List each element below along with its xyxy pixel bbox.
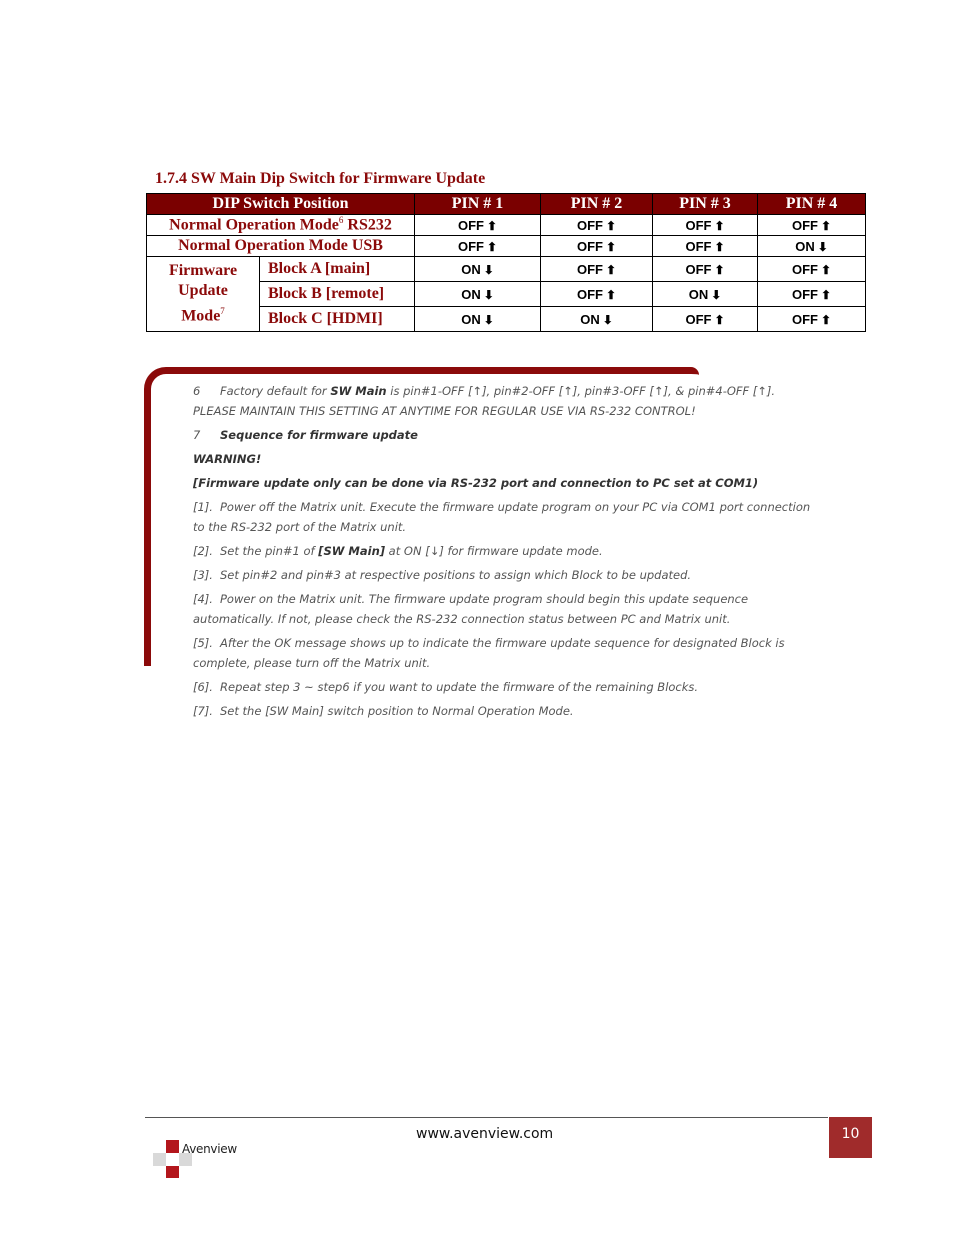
arrow-up-icon: ⬆ [605, 287, 617, 302]
step-3: [3]. Set pin#2 and pin#3 at respective positions to assign which Block to be updated. [193, 568, 692, 582]
pin-1-value [415, 282, 541, 307]
row-label-block-b: Block B [remote] [260, 282, 415, 307]
pin-4-value [758, 282, 866, 307]
arrow-up-icon: ⬆ [820, 262, 832, 277]
pin-4-value [758, 236, 866, 257]
header-pin-1: PIN # 1 [415, 194, 541, 215]
pin-state-text: OFF [576, 286, 603, 302]
logo-text: Avenview [182, 1142, 237, 1156]
pin-state-text: ON [795, 238, 815, 254]
pin-3-value [653, 215, 758, 236]
arrow-up-icon: ⬆ [486, 239, 498, 254]
pin-state-text: OFF [457, 217, 484, 233]
arrow-down-icon: ⬇ [711, 287, 722, 302]
warning-title: WARNING! [193, 452, 262, 466]
pin-1-value [415, 215, 541, 236]
header-pin-2: PIN # 2 [541, 194, 653, 215]
arrow-up-icon: ⬆ [605, 239, 617, 254]
pin-state-text: ON [688, 286, 709, 302]
pin-1-value [415, 307, 541, 332]
header-dip-switch-position: DIP Switch Position [147, 194, 415, 215]
step-5: [5]. After the OK message shows up to indicate the firmware update sequence for designated Block is complete, please turn off the Matrix unit. [193, 636, 785, 670]
pin-4-value [758, 257, 866, 282]
row-label-normal-usb: Normal Operation Mode USB [147, 236, 415, 257]
header-pin-3: PIN # 3 [653, 194, 758, 215]
arrow-down-icon: ⬇ [483, 312, 494, 327]
logo-square-icon [166, 1166, 179, 1178]
step-6: [6]. Repeat step 3 ~ step6 if you want to update the firmware of the remaining Blocks. [193, 680, 699, 694]
arrow-down-icon: ⬇ [817, 239, 828, 254]
pin-2-value [541, 215, 653, 236]
pin-state-text: OFF [576, 217, 603, 233]
pin-2-value [541, 282, 653, 307]
table-row [147, 257, 866, 282]
pin-state-text: OFF [791, 311, 818, 327]
pin-state-text: OFF [791, 217, 818, 233]
arrow-down-icon: ⬇ [483, 262, 494, 277]
logo-square-icon [166, 1153, 179, 1166]
row-label-block-a: Block A [main] [260, 257, 415, 282]
pin-4-value [758, 215, 866, 236]
step-4: [4]. Power on the Matrix unit. The firmware update program should begin this update sequence automatically. If not, please check the RS-232 connection status between PC and Matrix unit. [193, 592, 749, 626]
pin-state-text: ON [580, 311, 600, 327]
pin-state-text: OFF [457, 238, 484, 254]
row-label-block-c: Block C [HDMI] [260, 307, 415, 332]
pin-1-value [415, 257, 541, 282]
pin-3-value [653, 257, 758, 282]
pin-2-value [541, 257, 653, 282]
page-number: 10 [829, 1117, 872, 1158]
arrow-up-icon: ⬆ [714, 262, 725, 277]
pin-1-value [415, 236, 541, 257]
pin-state-text: OFF [685, 311, 712, 327]
arrow-up-icon: ⬆ [820, 218, 832, 233]
table-header-row [147, 194, 866, 215]
footer-divider [145, 1117, 828, 1118]
logo-square-icon [153, 1153, 166, 1166]
arrow-up-icon: ⬆ [714, 239, 725, 254]
arrow-up-icon: ⬆ [605, 262, 617, 277]
pin-3-value [653, 236, 758, 257]
pin-2-value [541, 307, 653, 332]
pin-state-text: OFF [685, 238, 712, 254]
pin-state-text: OFF [685, 261, 712, 277]
pin-state-text: ON [461, 261, 481, 277]
dip-switch-table [146, 193, 866, 332]
warning-detail: [Firmware update only can be done via RS-232 port and connection to PC set at COM1) [193, 476, 759, 490]
row-label-normal-rs232: Normal Operation Mode$^6$ RS232 [147, 215, 415, 236]
pin-state-text: ON [461, 286, 481, 302]
arrow-up-icon: ⬆ [714, 218, 725, 233]
pin-state-text: OFF [791, 261, 818, 277]
pin-3-value [653, 282, 758, 307]
step-7: [7]. Set the [SW Main] switch position to Normal Operation Mode. [193, 704, 574, 718]
footnote-7: 7 Sequence for firmware update [193, 428, 418, 442]
arrow-up-icon: ⬆ [714, 312, 725, 327]
pin-4-value [758, 307, 866, 332]
section-heading: 1.7.4 SW Main Dip Switch for Firmware Update [155, 170, 486, 187]
pin-state-text: ON [461, 311, 481, 327]
logo-square-icon [166, 1140, 179, 1153]
row-label-firmware-update-mode: Firmware Update Mode$^7$ [147, 257, 260, 332]
avenview-logo [152, 1138, 262, 1178]
step-2: [2]. Set the pin#1 of [SW Main] at ON [↓] for firmware update mode. [193, 544, 603, 558]
table-row [147, 236, 866, 257]
arrow-up-icon: ⬆ [605, 218, 617, 233]
header-pin-4: PIN # 4 [758, 194, 866, 215]
pin-state-text: OFF [576, 261, 603, 277]
step-1: [1]. Power off the Matrix unit. Execute the firmware update program on your PC via COM1 port connection to the RS-232 port of the Matrix unit. [193, 500, 811, 534]
arrow-up-icon: ⬆ [486, 218, 498, 233]
pin-2-value [541, 236, 653, 257]
arrow-down-icon: ⬇ [483, 287, 494, 302]
footnotes [193, 381, 818, 725]
footnote-6: 6 Factory default for SW Main is pin#1-OFF [↑], pin#2-OFF [↑], pin#3-OFF [↑], & pin#4-OFF [↑]. PLEASE MAINTAIN THIS SETTING AT ANYTIME FOR REGULAR USE VIA RS-232 CONTROL! [193, 384, 776, 418]
pin-state-text: OFF [685, 217, 712, 233]
pin-state-text: OFF [576, 238, 603, 254]
pin-state-text: OFF [791, 286, 818, 302]
footer-url[interactable]: www.avenview.com [416, 1126, 554, 1142]
arrow-down-icon: ⬇ [602, 312, 613, 327]
table-row [147, 215, 866, 236]
pin-3-value [653, 307, 758, 332]
arrow-up-icon: ⬆ [820, 312, 832, 327]
arrow-up-icon: ⬆ [820, 287, 832, 302]
